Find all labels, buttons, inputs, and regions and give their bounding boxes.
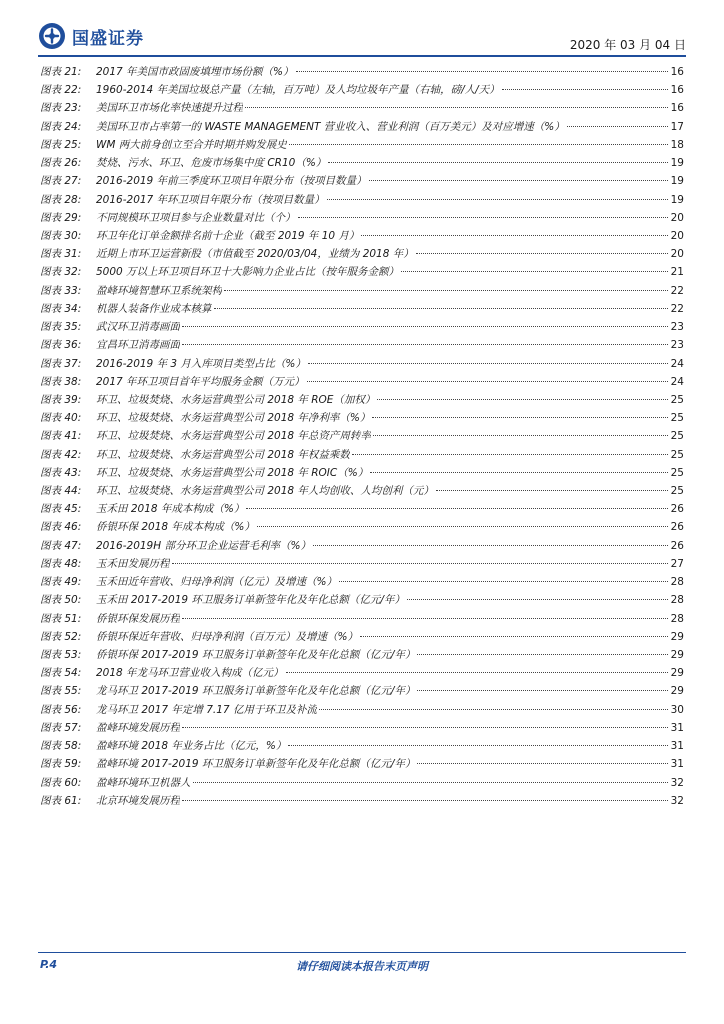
toc-entry-label: 图表 29: <box>40 211 82 224</box>
toc-entry-page: 20 <box>670 248 684 261</box>
toc-entry-label: 图表 47: <box>40 539 82 552</box>
toc-entry-title: 2018 年龙马环卫营业收入构成（亿元） <box>96 667 284 680</box>
toc-entry-page: 19 <box>670 175 684 188</box>
toc-entry-title: 环卫、垃圾焚烧、水务运营典型公司 2018 年人均创收、人均创利（元） <box>96 485 434 498</box>
toc-entry-label: 图表 41: <box>40 430 82 443</box>
toc-entry-label: 图表 23: <box>40 102 82 115</box>
page-header <box>38 20 686 58</box>
page-number: P.4 <box>40 958 58 971</box>
toc-entry-label: 图表 53: <box>40 649 82 661</box>
toc-entry-page: 28 <box>670 576 684 589</box>
toc-entry-page: 28 <box>670 612 684 625</box>
toc-entry-page: 25 <box>670 412 684 425</box>
toc-entry-title: 武汉环卫消毒画面 <box>96 321 180 334</box>
toc-entry-page: 20 <box>670 211 684 224</box>
toc-entry-page: 21 <box>670 266 684 279</box>
toc-entry-title: 侨银环保 2018 年成本构成（%） <box>96 521 255 534</box>
toc-entry-page: 19 <box>670 193 684 206</box>
toc-entry-page: 18 <box>670 138 684 151</box>
toc-dot-leader <box>417 680 668 691</box>
toc-entry-label: 图表 25: <box>40 138 82 151</box>
toc-entry-page: 26 <box>670 503 684 516</box>
toc-entry-label: 图表 30: <box>40 229 82 242</box>
toc-entry-page: 20 <box>670 229 684 242</box>
toc-dot-leader <box>369 170 668 181</box>
toc-dot-leader <box>370 462 668 473</box>
toc-dot-leader <box>313 535 668 546</box>
toc-entry-title: 美国环卫市占率第一的 WASTE MANAGEMENT 营业收入、营业利润（百万美元）及对应增速（%） <box>96 120 565 133</box>
toc-entry-title: 侨银环保近年营收、归母净利润（百万元）及增速（%） <box>96 630 358 643</box>
toc-entry-label: 图表 52: <box>40 630 82 643</box>
toc-entry-title: 2016-2017 年环卫项目年限分布（按项目数量） <box>96 193 325 206</box>
toc-dot-leader <box>245 97 668 108</box>
toc-dot-leader <box>257 516 668 527</box>
toc-entry-label: 图表 34: <box>40 302 82 315</box>
toc-entry-label: 图表 38: <box>40 375 82 388</box>
toc-entry-title: 2016-2019 年 3 月入库项目类型占比（%） <box>96 357 306 370</box>
toc-entry-page: 19 <box>670 157 684 170</box>
logo-text: 国盛证券 <box>72 28 144 49</box>
toc-dot-leader <box>352 444 668 455</box>
toc-entry-page: 25 <box>670 448 684 461</box>
toc-entry-page: 27 <box>670 557 684 570</box>
toc-entry-title: WM 两大前身创立至合并时期并购发展史 <box>96 138 287 151</box>
toc-entry-title: 宜昌环卫消毒画面 <box>96 339 180 352</box>
toc-entry-title: 环卫、垃圾焚烧、水务运营典型公司 2018 年 ROIC（%） <box>96 466 369 479</box>
report-date: 2020 年 03 月 04 日 <box>569 38 686 52</box>
toc-entry-label: 图表 61: <box>40 794 82 807</box>
toc-entry-page: 29 <box>670 667 684 680</box>
toc-dot-leader <box>182 316 668 327</box>
toc-entry-label: 图表 21: <box>40 66 82 78</box>
toc-entry-title: 盈峰环境 2018 年业务占比（亿元，%） <box>96 740 287 753</box>
toc-dot-leader <box>224 280 668 291</box>
toc-entry-label: 图表 32: <box>40 266 82 279</box>
toc-entry-page: 22 <box>670 302 684 315</box>
toc-entry-page: 29 <box>670 649 684 661</box>
toc-dot-leader <box>172 553 669 564</box>
toc-entry-label: 图表 54: <box>40 667 82 680</box>
toc-entry-title: 龙马环卫 2017 年定增 7.17 亿用于环卫及补流 <box>96 703 317 716</box>
toc-dot-leader <box>182 717 668 728</box>
toc-entry-page: 25 <box>670 430 684 443</box>
toc-entry-title: 玉禾田 2017-2019 环卫服务订单新签年化及年化总额（亿元/年） <box>96 594 405 607</box>
toc-entry-title: 2016-2019H 部分环卫企业运营毛利率（%） <box>96 539 311 552</box>
toc-entry-title: 近期上市环卫运营新股（市值截至 2020/03/04，业绩为 2018 年） <box>96 248 414 261</box>
toc-entry-label: 图表 57: <box>40 721 82 734</box>
toc-entry-label: 图表 60: <box>40 776 82 789</box>
toc-entry-label: 图表 36: <box>40 339 82 352</box>
toc-dot-leader <box>372 407 668 418</box>
toc-dot-leader <box>339 571 668 582</box>
toc-dot-leader <box>416 243 668 254</box>
footer-divider <box>38 952 686 953</box>
toc-dot-leader <box>289 134 668 145</box>
toc-dot-leader <box>182 334 668 345</box>
toc-dot-leader <box>182 790 668 801</box>
toc-entry-page: 23 <box>670 339 684 352</box>
toc-dot-leader <box>417 753 668 764</box>
figure-index-list <box>40 63 684 810</box>
toc-dot-leader <box>407 589 668 600</box>
header-divider <box>38 55 686 57</box>
toc-entry-title: 2016-2019 年前三季度环卫项目年限分布（按项目数量） <box>96 175 367 188</box>
toc-dot-leader <box>298 207 669 218</box>
toc-entry-page: 26 <box>670 539 684 552</box>
company-logo <box>38 22 144 50</box>
logo-icon <box>38 22 66 50</box>
toc-entry-label: 图表 39: <box>40 393 82 406</box>
toc-entry-label: 图表 43: <box>40 466 82 479</box>
toc-entry-title: 5000 万以上环卫项目环卫十大影响力企业占比（按年服务金额） <box>96 266 400 279</box>
toc-entry-title: 1960-2014 年美国垃圾总产量（左轴，百万吨）及人均垃圾年产量（右轴，磅/人/天） <box>96 84 500 97</box>
toc-entry-title: 盈峰环境环卫机器人 <box>96 776 191 789</box>
toc-entry-label: 图表 50: <box>40 594 82 607</box>
toc-entry-page: 29 <box>670 630 684 643</box>
toc-entry-page: 31 <box>670 721 684 734</box>
toc-entry-title: 2017 年美国市政固废填埋市场份额（%） <box>96 66 294 78</box>
toc-dot-leader <box>361 225 668 236</box>
toc-entry-label: 图表 42: <box>40 448 82 461</box>
toc-entry-title: 龙马环卫 2017-2019 环卫服务订单新签年化及年化总额（亿元/年） <box>96 685 416 698</box>
toc-dot-leader <box>246 498 668 509</box>
toc-entry-title: 焚烧、污水、环卫、危废市场集中度 CR10（%） <box>96 157 327 170</box>
toc-entry-label: 图表 37: <box>40 357 82 370</box>
toc-entry-label: 图表 51: <box>40 612 82 625</box>
toc-entry-label: 图表 35: <box>40 321 82 334</box>
toc-entry-label: 图表 48: <box>40 557 82 570</box>
toc-dot-leader <box>288 735 668 746</box>
toc-dot-leader <box>401 261 668 272</box>
toc-entry-label: 图表 26: <box>40 157 82 170</box>
toc-entry-page: 16 <box>670 66 684 78</box>
toc-entry-label: 图表 56: <box>40 703 82 716</box>
toc-dot-leader <box>214 298 669 309</box>
toc-dot-leader <box>360 626 668 637</box>
toc-entry-label: 图表 24: <box>40 120 82 133</box>
toc-entry-title: 环卫、垃圾焚烧、水务运营典型公司 2018 年 ROE（加权） <box>96 393 376 406</box>
toc-dot-leader <box>502 79 668 90</box>
toc-entry-title: 玉禾田发展历程 <box>96 557 170 570</box>
toc-entry-label: 图表 27: <box>40 175 82 188</box>
toc-entry-title: 玉禾田 2018 年成本构成（%） <box>96 503 245 516</box>
toc-entry-page: 26 <box>670 521 684 534</box>
toc-entry-page: 29 <box>670 685 684 698</box>
footer-disclaimer: 请仔细阅读本报告末页声明 <box>296 960 428 973</box>
toc-dot-leader <box>327 189 668 200</box>
toc-dot-leader <box>307 371 668 382</box>
toc-entry-page: 31 <box>670 740 684 753</box>
toc-entry-title: 环卫、垃圾焚烧、水务运营典型公司 2018 年权益乘数 <box>96 448 350 461</box>
toc-entry-title: 环卫、垃圾焚烧、水务运营典型公司 2018 年净利率（%） <box>96 412 371 425</box>
toc-dot-leader <box>328 152 668 163</box>
toc-entry-page: 24 <box>670 357 684 370</box>
toc-entry-title: 环卫、垃圾焚烧、水务运营典型公司 2018 年总资产周转率 <box>96 430 371 443</box>
toc-entry-title: 盈峰环境智慧环卫系统架构 <box>96 284 222 297</box>
toc-dot-leader <box>296 61 668 72</box>
toc-entry-page: 16 <box>670 84 684 97</box>
toc-dot-leader <box>377 389 668 400</box>
toc-entry-label: 图表 22: <box>40 84 82 97</box>
toc-entry-title: 2017 年环卫项目首年平均服务金额（万元） <box>96 375 305 388</box>
toc-entry-page: 24 <box>670 375 684 388</box>
toc-entry-page: 22 <box>670 284 684 297</box>
toc-dot-leader <box>308 353 668 364</box>
toc-dot-leader <box>286 662 668 673</box>
toc-entry-page: 28 <box>670 594 684 607</box>
toc-entry-page: 16 <box>670 102 684 115</box>
toc-entry-label: 图表 45: <box>40 503 82 516</box>
toc-entry-page: 32 <box>670 794 684 807</box>
toc-dot-leader <box>417 644 668 655</box>
toc-entry-label: 图表 28: <box>40 193 82 206</box>
toc-entry-title: 侨银环保 2017-2019 环卫服务订单新签年化及年化总额（亿元/年） <box>96 649 416 661</box>
toc-entry-title: 北京环境发展历程 <box>96 794 180 807</box>
toc-entry-page: 30 <box>670 703 684 716</box>
toc-entry-label: 图表 46: <box>40 521 82 534</box>
toc-entry-label: 图表 55: <box>40 685 82 698</box>
toc-entry-page: 25 <box>670 466 684 479</box>
toc-entry-title: 美国环卫市场化率快速提升过程 <box>96 102 243 115</box>
toc-entry-title: 玉禾田近年营收、归母净利润（亿元）及增速（%） <box>96 576 337 589</box>
toc-entry-label: 图表 31: <box>40 248 82 261</box>
toc-entry-title: 盈峰环境发展历程 <box>96 721 180 734</box>
toc-dot-leader <box>193 772 669 783</box>
toc-entry-label: 图表 44: <box>40 485 82 498</box>
toc-entry-title: 侨银环保发展历程 <box>96 612 180 625</box>
toc-entry-title: 不同规模环卫项目参与企业数量对比（个） <box>96 211 296 224</box>
toc-entry-page: 25 <box>670 393 684 406</box>
toc-entry-page: 23 <box>670 321 684 334</box>
toc-entry-label: 图表 40: <box>40 412 82 425</box>
toc-entry-page: 32 <box>670 776 684 789</box>
toc-entry-page: 17 <box>670 120 684 133</box>
toc-dot-leader <box>567 116 668 127</box>
toc-entry-title: 盈峰环境 2017-2019 环卫服务订单新签年化及年化总额（亿元/年） <box>96 758 416 771</box>
toc-entry-label: 图表 58: <box>40 740 82 753</box>
toc-entry-title: 机器人装备作业成本核算 <box>96 302 212 315</box>
toc-entry-page: 31 <box>670 758 684 771</box>
toc-dot-leader <box>182 608 668 619</box>
toc-entry-label: 图表 49: <box>40 576 82 589</box>
toc-entry[interactable] <box>40 792 684 810</box>
toc-entry-title: 环卫年化订单金额排名前十企业（截至 2019 年 10 月） <box>96 229 360 242</box>
toc-dot-leader <box>319 699 668 710</box>
toc-dot-leader <box>373 425 668 436</box>
toc-dot-leader <box>436 480 668 491</box>
toc-entry-page: 25 <box>670 485 684 498</box>
toc-entry-label: 图表 59: <box>40 758 82 771</box>
toc-entry-label: 图表 33: <box>40 284 82 297</box>
